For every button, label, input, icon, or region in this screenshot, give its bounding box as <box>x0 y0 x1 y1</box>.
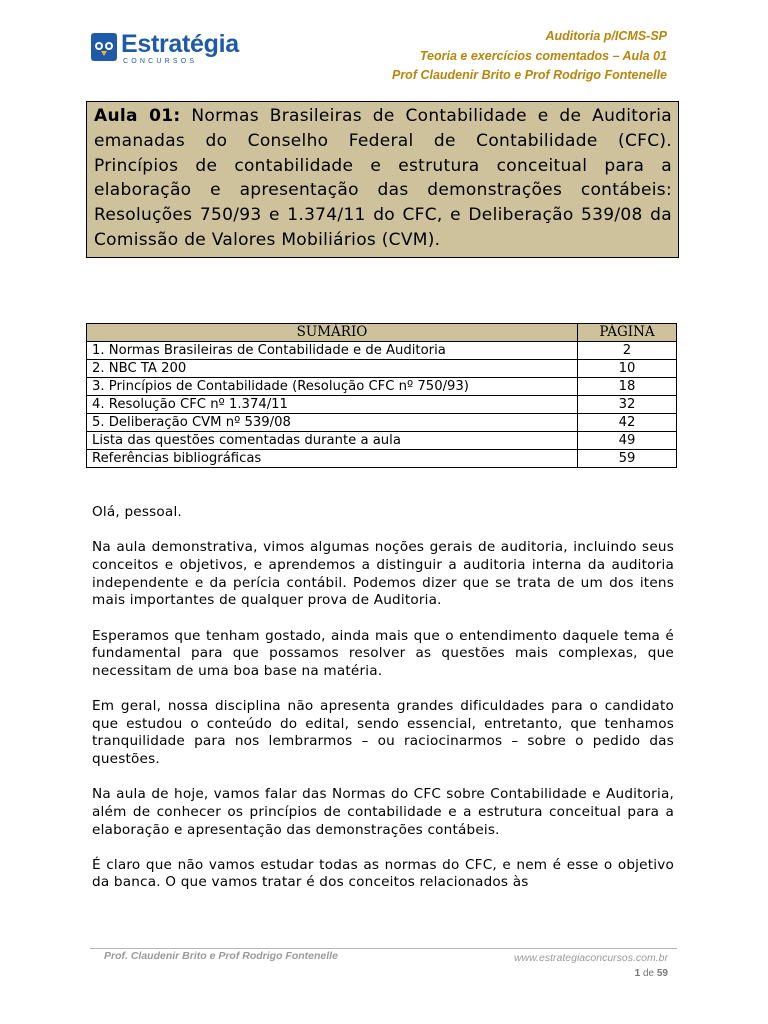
page-total: 59 <box>656 968 668 979</box>
paragraph: Na aula de hoje, vamos falar das Normas do CFC sobre Contabilidade e Auditoria, além de conhecer os princípios de contabilidade e a estrutura conceitual para a elaboração e apresentação das demonstrações contábeis. <box>92 786 674 838</box>
table-row <box>87 414 677 432</box>
page-number <box>514 966 668 982</box>
logo-name: Estratégia <box>121 30 239 58</box>
page-footer <box>514 950 668 982</box>
footer-professors: Prof. Claudenir Brito e Prof Rodrigo Fontenelle <box>104 950 338 962</box>
lesson-title: Normas Brasileiras de Contabilidade e de Auditoria emanadas do Conselho Federal de Contabilidade (CFC). Princípios de contabilidade e estrutura conceitual para a elaboração e apresentação das demonstrações contábeis: Resoluções 750/93 e 1.374/11 do CFC, e Deliberação 539/08 da Comissão de Valores Mobiliários (CVM). <box>94 106 672 250</box>
table-row <box>87 432 677 450</box>
table-row <box>87 360 677 378</box>
header-lesson: Teoria e exercícios comentados – Aula 01 <box>419 48 667 63</box>
paragraph: Em geral, nossa disciplina não apresenta grandes dificuldades para o candidato que estudou o conteúdo do edital, sendo essencial, entretanto, que tenhamos tranquilidade para nos lembrarmos – ou raciocinarmos – sobre o pedido das questões. <box>92 698 674 767</box>
summary-item-title: Lista das questões comentadas durante a aula <box>87 432 578 450</box>
page-separator: de <box>642 968 655 979</box>
summary-col-page: PÁGINA <box>578 324 677 342</box>
footer-url[interactable]: www.estrategiaconcursos.com.br <box>513 952 668 964</box>
summary-item-title: 2. NBC TA 200 <box>87 360 578 378</box>
lesson-title-box <box>86 101 679 258</box>
summary-item-page: 59 <box>578 450 677 468</box>
summary-item-page: 32 <box>578 396 677 414</box>
summary-item-page: 49 <box>578 432 677 450</box>
table-row <box>87 396 677 414</box>
summary-item-page: 10 <box>578 360 677 378</box>
page-current: 1 <box>634 968 641 979</box>
paragraph: Esperamos que tenham gostado, ainda mais que o entendimento daquele tema é fundamental para que possamos resolver as questões mais complexas, que necessitam de uma boa base na matéria. <box>92 627 674 679</box>
summary-item-title: 4. Resolução CFC nº 1.374/11 <box>87 396 578 414</box>
header-course: Auditoria p/ICMS-SP <box>545 29 667 43</box>
summary-item-title: Referências bibliográficas <box>87 450 578 468</box>
owl-logo-icon <box>91 33 117 61</box>
summary-item-page: 42 <box>578 414 677 432</box>
paragraph: Na aula demonstrativa, vimos algumas noções gerais de auditoria, incluindo seus conceitos e objetivos, e aprendemos a distinguir a auditoria interna da auditoria independente e da perícia contábil. Podemos dizer que se trata de um dos itens mais importantes de qualquer prova de Auditoria. <box>92 539 674 609</box>
paragraph: É claro que não vamos estudar todas as normas do CFC, e nem é esse o objetivo da banca. O que vamos tratar é dos conceitos relacionados às <box>92 856 674 891</box>
summary-item-title: 3. Princípios de Contabilidade (Resolução CFC nº 750/93) <box>87 378 578 396</box>
lesson-label: Aula 01: <box>94 106 181 126</box>
summary-item-title: 1. Normas Brasileiras de Contabilidade e de Auditoria <box>87 342 578 360</box>
body-text <box>92 504 674 910</box>
summary-header-row <box>87 324 677 342</box>
summary-col-title: SUMÁRIO <box>87 324 578 342</box>
page-header <box>392 27 667 86</box>
table-row <box>87 450 677 468</box>
summary-item-page: 2 <box>578 342 677 360</box>
table-row <box>87 342 677 360</box>
header-professors: Prof Claudenir Brito e Prof Rodrigo Fontenelle <box>391 68 667 82</box>
logo-subtitle: CONCURSOS <box>123 58 198 65</box>
summary-item-page: 18 <box>578 378 677 396</box>
table-row <box>87 378 677 396</box>
footer-divider <box>90 948 677 949</box>
summary-table <box>86 323 677 468</box>
paragraph: Olá, pessoal. <box>92 504 182 520</box>
summary-item-title: 5. Deliberação CVM nº 539/08 <box>87 414 578 432</box>
estrategia-logo <box>91 32 239 66</box>
